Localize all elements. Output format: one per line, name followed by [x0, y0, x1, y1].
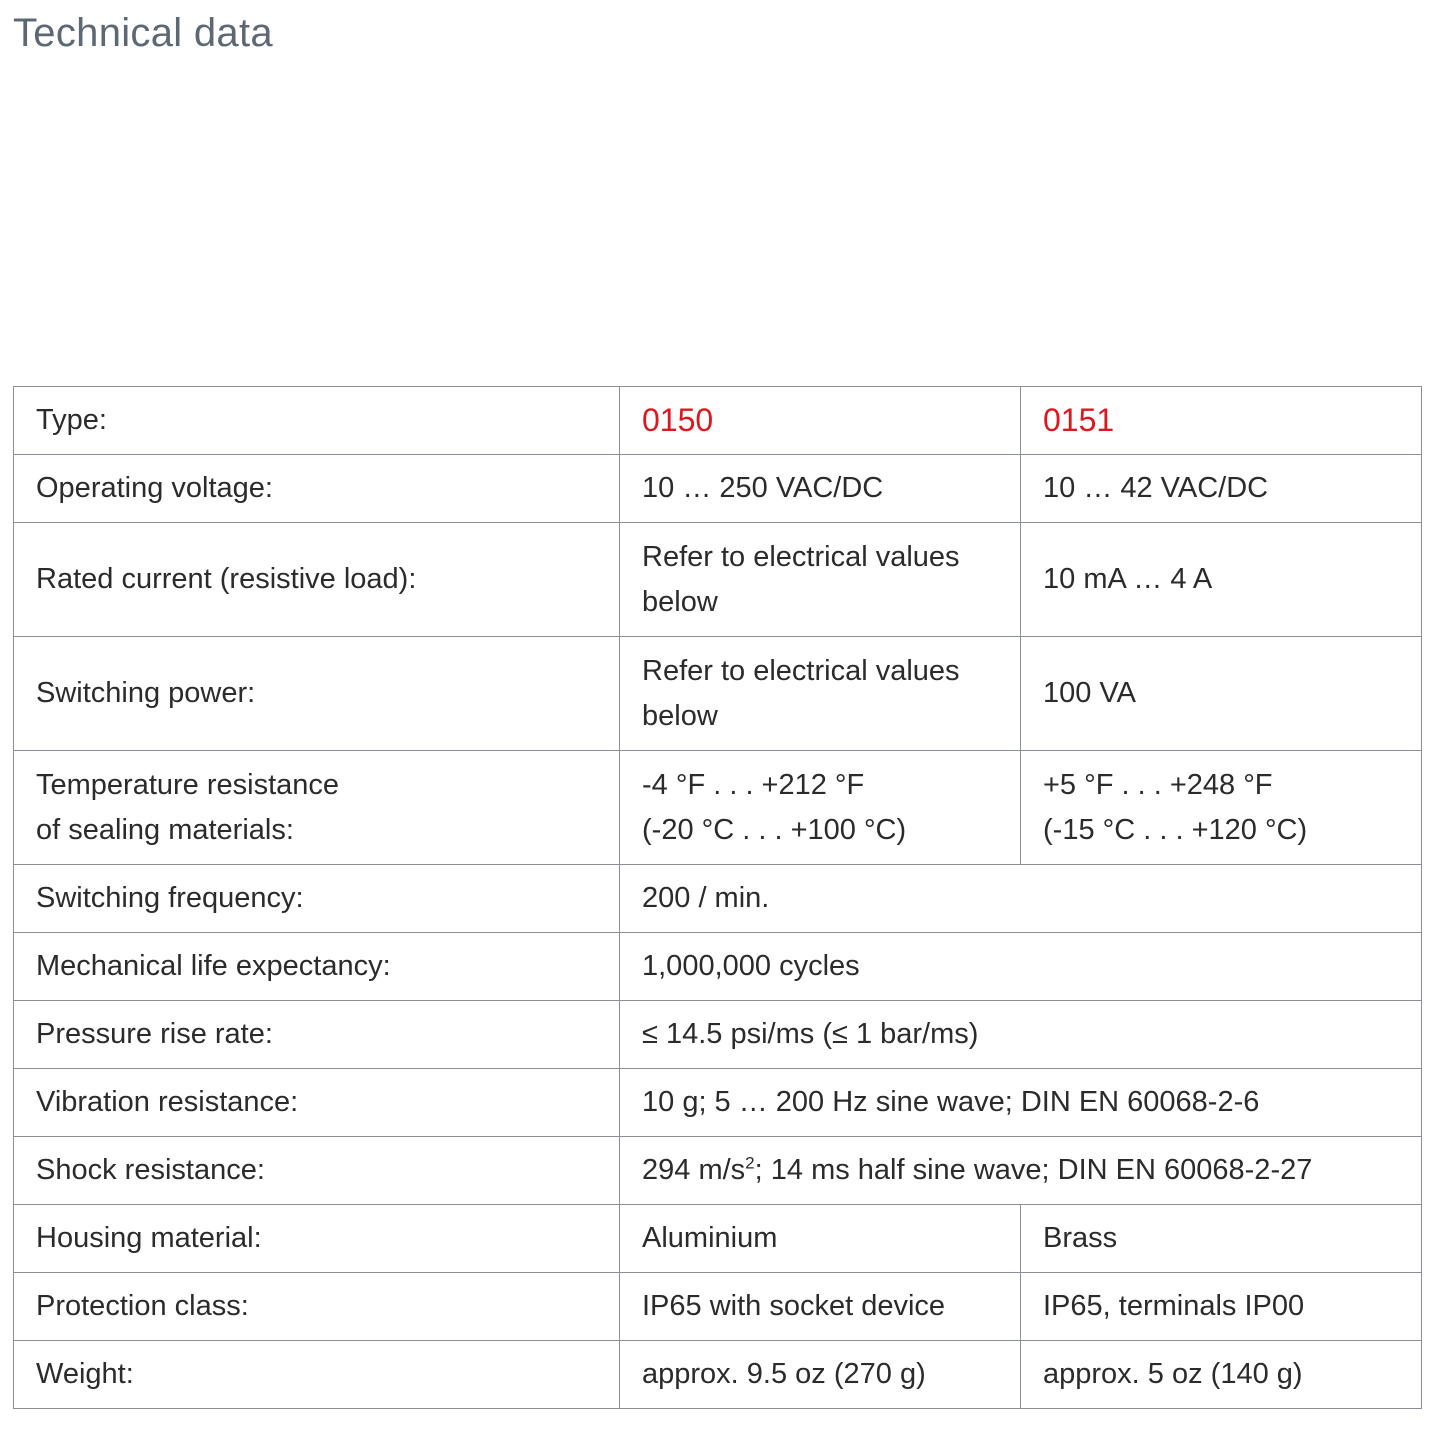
value-line: +5 °F . . . +248 °F: [1043, 768, 1273, 801]
value-0151: 100 VA: [1021, 637, 1422, 751]
value-line: (-20 °C . . . +100 °C): [642, 813, 907, 846]
row-label: Type:: [14, 387, 620, 455]
row-label: Housing material:: [14, 1205, 620, 1273]
table-row-rated-current: [14, 523, 1422, 637]
value-text: 294 m/s: [642, 1154, 746, 1186]
row-label: Switching frequency:: [14, 865, 620, 933]
label-line: Temperature resistance: [36, 768, 340, 801]
row-label: Operating voltage:: [14, 455, 620, 523]
value-0151: approx. 5 oz (140 g): [1021, 1341, 1422, 1409]
table-row-operating-voltage: [14, 455, 1422, 523]
row-label: Pressure rise rate:: [14, 1001, 620, 1069]
value-shared: 200 / min.: [620, 865, 1422, 933]
value-shared: [620, 1137, 1422, 1205]
row-label: [14, 751, 620, 865]
value-shared: 1,000,000 cycles: [620, 933, 1422, 1001]
technical-data-table: [13, 386, 1422, 1409]
value-line: Refer to electrical values: [642, 540, 960, 573]
value-line: below: [642, 699, 718, 732]
row-label: Vibration resistance:: [14, 1069, 620, 1137]
table-row-mechanical-life: [14, 933, 1422, 1001]
value-0150: 10 … 250 VAC/DC: [620, 455, 1021, 523]
value-0150: [620, 751, 1021, 865]
value-0150: Aluminium: [620, 1205, 1021, 1273]
table-row-housing-material: [14, 1205, 1422, 1273]
value-0151: IP65, terminals IP00: [1021, 1273, 1422, 1341]
value-line: Refer to electrical values: [642, 654, 960, 687]
row-label: Weight:: [14, 1341, 620, 1409]
value-line: below: [642, 585, 718, 618]
value-0150: [620, 523, 1021, 637]
value-0150: [620, 637, 1021, 751]
table-row-temperature-resistance: [14, 751, 1422, 865]
value-line: (-15 °C . . . +120 °C): [1043, 813, 1308, 846]
label-line: of sealing materials:: [36, 813, 294, 846]
row-label: Protection class:: [14, 1273, 620, 1341]
type-0150: 0150: [620, 387, 1021, 455]
table-row-protection-class: [14, 1273, 1422, 1341]
value-0151: Brass: [1021, 1205, 1422, 1273]
value-0151: 10 mA … 4 A: [1021, 523, 1422, 637]
table-row-vibration-resistance: [14, 1069, 1422, 1137]
value-0150: approx. 9.5 oz (270 g): [620, 1341, 1021, 1409]
table-row-switching-power: [14, 637, 1422, 751]
type-0151: 0151: [1021, 387, 1422, 455]
value-shared: 10 g; 5 … 200 Hz sine wave; DIN EN 60068-2-6: [620, 1069, 1422, 1137]
row-label: Mechanical life expectancy:: [14, 933, 620, 1001]
table-row-switching-frequency: [14, 865, 1422, 933]
value-text: ; 14 ms half sine wave; DIN EN 60068-2-27: [754, 1154, 1313, 1186]
row-label: Rated current (resistive load):: [14, 523, 620, 637]
row-label: Shock resistance:: [14, 1137, 620, 1205]
value-shared: ≤ 14.5 psi/ms (≤ 1 bar/ms): [620, 1001, 1422, 1069]
value-line: -4 °F . . . +212 °F: [642, 768, 865, 801]
row-label: Switching power:: [14, 637, 620, 751]
value-0151: [1021, 751, 1422, 865]
value-0150: IP65 with socket device: [620, 1273, 1021, 1341]
value-0151: 10 … 42 VAC/DC: [1021, 455, 1422, 523]
table-row-shock-resistance: [14, 1137, 1422, 1205]
page-title: Technical data: [13, 11, 273, 55]
table-row-type: [14, 387, 1422, 455]
table-row-pressure-rise-rate: [14, 1001, 1422, 1069]
superscript: 2: [745, 1153, 755, 1173]
table-row-weight: [14, 1341, 1422, 1409]
